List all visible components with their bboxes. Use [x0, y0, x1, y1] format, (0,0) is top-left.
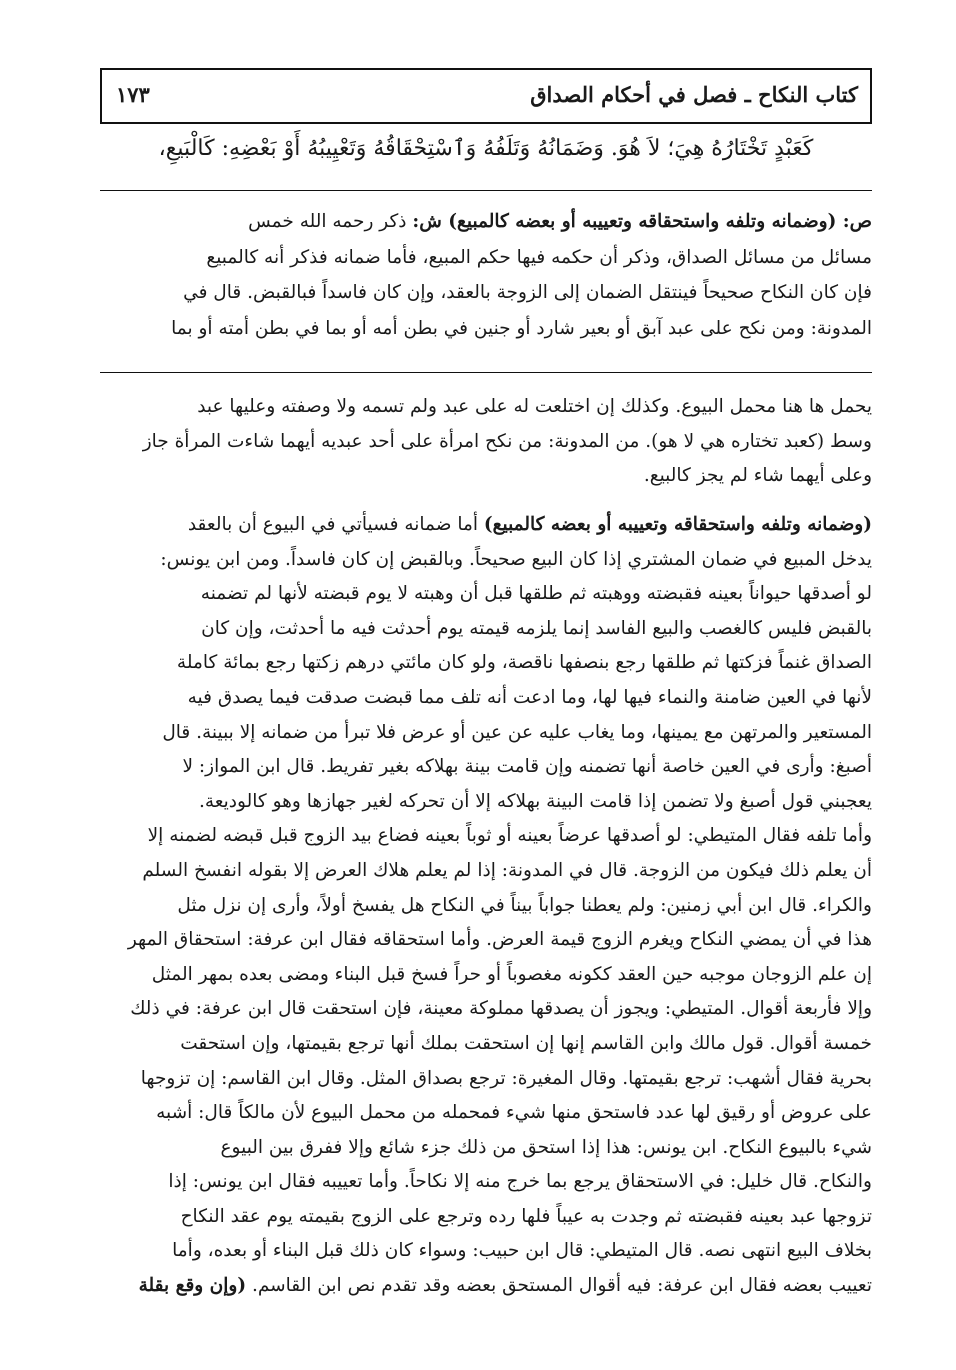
footnote-line: أصبغ: وأرى في العين خاصة أنها تضمنه وإن قامت بينة بهلاكه بغير تفريط. قال ابن المواز: لا [182, 756, 872, 778]
footnote-line: يحمل ها هنا محمل البيوع. وكذلك إن اختلعت له على عبد ولم تسمه ولا وصفته وعليها عبد [197, 396, 872, 417]
footnote-line-last: تعييب بعضه فقال ابن عرفة: فيه أقوال المستحق بعضه وقد تقدم نص ابن القاسم. (وإن وقع بقلة [138, 1275, 872, 1297]
verse-separator [100, 190, 872, 191]
matn-verse: كَعَبْدٍ تَخْتَارُهُ هِيَ؛ لاَ هُوَ. وَضَمَانُهُ وَتَلَفُهُ وَٱسْتِحْقَاقُهُ وَتَعْيِيبُهُ أَوْ بَعْضِهِ: كَالْبَيعِ، [158, 136, 814, 161]
footnote-line: والنكاح. قال خليل: في الاستحقاق يرجع بما خرج منه إلا نكاحاً. وأما تعييبه فقال ابن يونس: إذا [168, 1171, 872, 1193]
footnote-line: المستعير والمرتهن مع يمينها، وما يغاب عليه عن عين أو عرض فلا تبرأ من ضمانه إلا ببينة. قال [162, 721, 872, 743]
footnote-line: تزوجها عبد بعينه فقبضته ثم وجدت به عيباً فلها رده وترجع على الزوج بقيمته يوم عقد النكاح [180, 1205, 872, 1227]
main-line: مسائل من مسائل الصداق، وذكر أن حكمه فيها حكم المبيع، فأما ضمانه فذكر أنه كالمبيع [206, 246, 872, 268]
next-lemma: (وإن وقع بقلة [138, 1275, 247, 1297]
main-commentary [100, 204, 872, 347]
footnote-line: بخلاف البيع انتهى نصه. قال المتيطي: قال ابن حبيب: وسواء كان ذلك قبل البناء أو بعده، وأما [172, 1240, 872, 1262]
footnote-lead: (وضمانه وتلفه واستحقاقه وتعييبه أو بعضه كالمبيع) [483, 514, 872, 535]
main-line: المدونة: ومن نكح على عبد آبق أو بعير شارد أو جنين في بطن أمه أو بما في بطن أمته أو بما [171, 318, 872, 340]
footnote-line: الصداق غنماً فزكتها ثم طلقها رجع بنصفها ناقصة، ولو كان مائتي درهم زكتها رجع بمائة كاملة [176, 652, 872, 674]
footnote-line: وسط (كعبد تختاره هي لا هو). من المدونة: من نكح امرأة على أحد عبديه أيهما شاءت المرأة جاز [142, 430, 872, 452]
page-number: ١٧٣ [116, 82, 150, 107]
footnote-line: يدخل المبيع في ضمان المشتري إذا كان البيع صحيحاً. وبالقبض إن كان فاسداً. ومن ابن يونس: [160, 548, 872, 570]
footnote-line: والكراء. قال ابن أبي زمنين: ولم يعطنا جواباً بيناً في النكاح هل يفسخ أولاً، وأرى إن نزل مثل [177, 894, 872, 916]
footnote-line: على عروض أو رقيق لها عدد فاستحق منها شيء فمحمله من محمل البيوع لأن مالكاً قال: أشبه [156, 1102, 872, 1124]
main-line: فإن كان النكاح صحيحاً فينتقل الضمان إلى الزوجة بالعقد، وإن كان فاسداً فبالقبض. قال في [183, 282, 872, 304]
footnote-line: بالقبض فليس كالغصب والبيع الفاسد إنما يلزمه قيمته يوم أحدثت فيه ما أحدثت، وإن كان [201, 617, 872, 639]
footnote-line: وأما تلفه فقال المتيطي: لو أصدقها عرضاً بعينه أو ثوباً بعينه فضاع بيد الزوج قبل قبضه لضمنه إلا [147, 825, 872, 847]
footnote-line: لأنها في العين ضامنة والنماء فيها لها، وما ادعت أنه تلف مما قبضت صدقت فيما يصدق فيه [187, 686, 872, 708]
footnote-line: يعجبني قول أصبغ ولا تضمن إذا قامت البينة بهلاكه إلا أن تحركه لغير جهازها وهو كالوديعة. [198, 790, 872, 812]
footnote-line: لو أصدقها حيواناً بعينه فقبضته ووهبته ثم طلقها قبل أن وهبته لا يوم قبضته لأنها لم تضمنه [200, 583, 872, 605]
page-header [100, 68, 872, 124]
main-lead: ص: (وضمانه وتلفه واستحقاقه وتعييبه أو بعضه كالمبيع) ش: [412, 211, 872, 232]
footnote-block-2 [100, 508, 872, 1304]
footnote-line: شيء بالبيوع النكاح. ابن يونس: هذا إذا استحق من ذلك جزء شائع وإلا ففرق بين البيوع [220, 1136, 872, 1158]
footnote-line-first: (وضمانه وتلفه واستحقاقه وتعييبه أو بعضه كالمبيع) أما ضمانه فسيأتي في البيوع أن بالعقد [187, 514, 872, 535]
footnote-line: هذا في أن يمضي النكاح ويغرم الزوج قيمة العرض. وأما استحقاقه فقال ابن عرفة: استحقاق المهر [127, 929, 872, 951]
footnote-line: إن علم الزوجان موجبه حين العقد ككونه مغصوباً أو حراً فسخ قبل البناء ومضى بعده بمهر المثل [151, 963, 872, 985]
footnote-line: وإلا فأربعة أقوال. المتيطي: ويجوز أن يصدقها مملوكة معينة، فإن استحقت قال ابن عرفة: في ذلك [130, 998, 872, 1020]
main-line-1: ص: (وضمانه وتلفه واستحقاقه وتعييبه أو بعضه كالمبيع) ش: ذكر رحمه الله خمس [248, 211, 872, 232]
running-title: كتاب النكاح ـ فصل في أحكام الصداق [530, 82, 858, 107]
footnote-line: وعلى أيهما شاء لم يجز كالبيع. [643, 465, 872, 487]
footnote-line: بحرية فقال أشهب: ترجع بقيمتها. وقال المغيرة: ترجع بصداق المثل. وقال ابن القاسم: إن تزوجها [140, 1067, 872, 1089]
footnote-line: أن يعلم ذلك فيكون من الزوجة. قال في المدونة: إذا لم يعلم هلاك العرض إلا بقوله انفسخ السلم [142, 859, 872, 881]
footnote-separator [100, 372, 872, 373]
footnote-block-1 [100, 390, 872, 494]
footnote-line: خمسة أقوال. قول مالك وابن القاسم إنها إن استحقت بملك أنها ترجع بقيمتها، وإن استحقت [180, 1032, 872, 1054]
